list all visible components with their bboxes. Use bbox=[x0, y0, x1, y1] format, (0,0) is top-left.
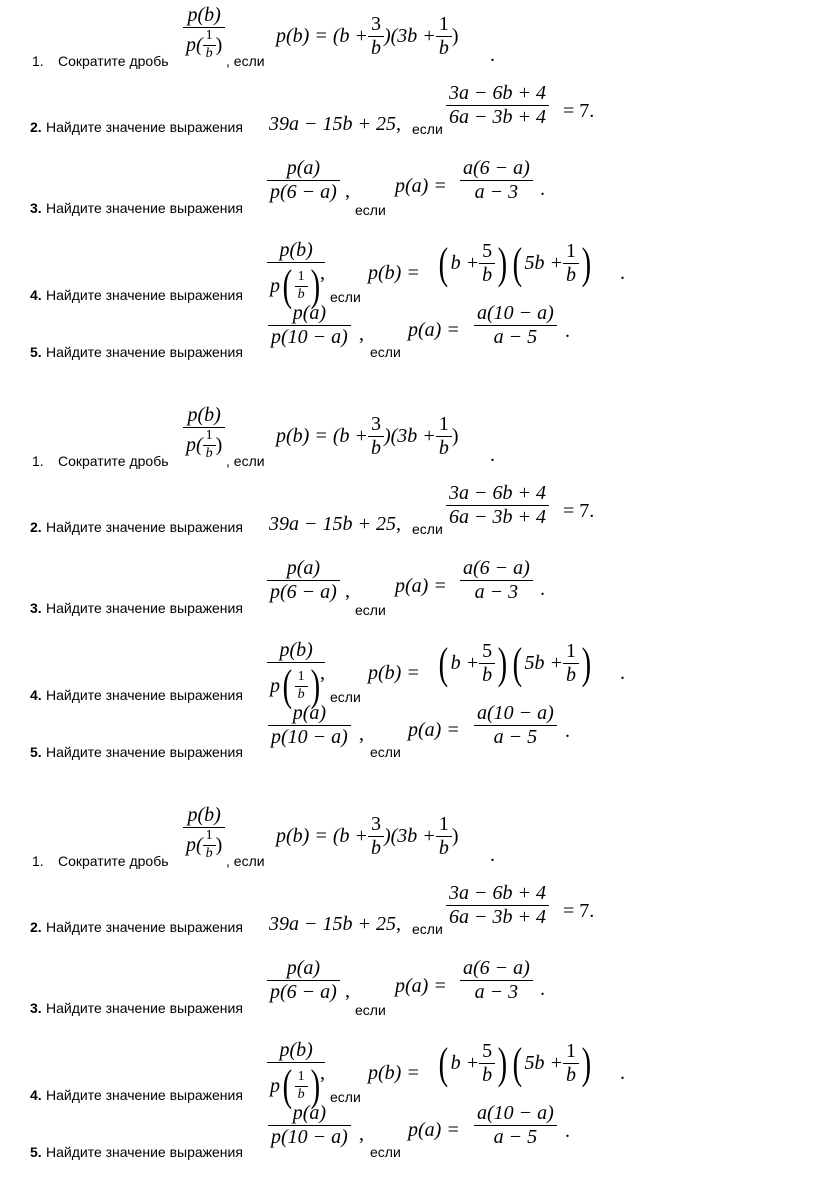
problem-3-rhs: a(6 − a) a − 3 bbox=[460, 558, 533, 603]
problem-2-expression: 39a − 15b + 25, bbox=[269, 513, 401, 535]
problem-5-dot: . bbox=[565, 1120, 570, 1142]
problem-4-comma: , bbox=[320, 262, 325, 284]
problem-5-dot: . bbox=[565, 720, 570, 742]
problem-5-lhs: p(a) = bbox=[408, 719, 460, 741]
problem-2-if: если bbox=[412, 521, 443, 537]
problem-2-fraction: 3a − 6b + 4 6a − 3b + 4 bbox=[446, 83, 549, 128]
problem-4-number: 4. bbox=[30, 687, 42, 703]
problem-1-if: , если bbox=[226, 453, 265, 469]
problem-2-equals: = 7. bbox=[563, 500, 595, 522]
problem-5-text: Найдите значение выражения bbox=[46, 344, 243, 360]
problem-2-text: Найдите значение выражения bbox=[46, 919, 243, 935]
problem-2-expression: 39a − 15b + 25, bbox=[269, 913, 401, 935]
problem-2-text: Найдите значение выражения bbox=[46, 119, 243, 135]
problem-2-if: если bbox=[412, 121, 443, 137]
problem-3-number: 3. bbox=[30, 600, 42, 616]
problem-2-number: 2. bbox=[30, 519, 42, 535]
problem-3-dot: . bbox=[540, 978, 545, 1000]
problem-1-if: , если bbox=[226, 853, 265, 869]
problem-set-2 bbox=[0, 400, 816, 800]
problem-5-if: если bbox=[370, 344, 401, 360]
problem-5-comma: , bbox=[359, 1123, 364, 1145]
problem-5-number: 5. bbox=[30, 1144, 42, 1160]
problem-1-text: Сократите дробь bbox=[58, 53, 169, 69]
problem-1-condition: p(b) = (b + $\frac{3}{b}$ )(3b + $\frac{1}{b}$ ) bbox=[276, 413, 459, 459]
problem-4-fraction: p(b) p ( $\frac{1}{b}$ ) bbox=[267, 240, 325, 308]
problem-2-equals: = 7. bbox=[563, 100, 595, 122]
problem-4-comma: , bbox=[320, 662, 325, 684]
problem-2-equals: = 7. bbox=[563, 900, 595, 922]
problem-3-comma: , bbox=[345, 580, 350, 602]
problem-5-comma: , bbox=[359, 323, 364, 345]
problem-4-dot: . bbox=[620, 1062, 625, 1084]
problem-3-number: 3. bbox=[30, 1000, 42, 1016]
problem-1-dot: . bbox=[490, 844, 495, 866]
problem-5-lhs: p(a) = bbox=[408, 319, 460, 341]
problem-3-comma: , bbox=[345, 980, 350, 1002]
problem-4-text: Найдите значение выражения bbox=[46, 1087, 243, 1103]
problem-1-dot: . bbox=[490, 444, 495, 466]
problem-4-lhs: p(b) = bbox=[368, 1062, 420, 1084]
problem-4-fraction: p(b) p ( $\frac{1}{b}$ ) bbox=[267, 640, 325, 708]
problem-5-if: если bbox=[370, 744, 401, 760]
problem-5-number: 5. bbox=[30, 744, 42, 760]
problem-3-lhs: p(a) = bbox=[395, 175, 447, 197]
problem-3-dot: . bbox=[540, 578, 545, 600]
problem-5-rhs: a(10 − a) a − 5 bbox=[474, 703, 557, 748]
problem-4-lhs: p(b) = bbox=[368, 262, 420, 284]
problem-3-text: Найдите значение выражения bbox=[46, 1000, 243, 1016]
problem-4-number: 4. bbox=[30, 1087, 42, 1103]
problem-4-text: Найдите значение выражения bbox=[46, 287, 243, 303]
problem-5-rhs: a(10 − a) a − 5 bbox=[474, 303, 557, 348]
problem-5-text: Найдите значение выражения bbox=[46, 1144, 243, 1160]
problem-1-text: Сократите дробь bbox=[58, 853, 169, 869]
problem-4-if: если bbox=[330, 289, 361, 305]
problem-3-text: Найдите значение выражения bbox=[46, 200, 243, 216]
problem-2-fraction: 3a − 6b + 4 6a − 3b + 4 bbox=[446, 883, 549, 928]
problem-3-rhs: a(6 − a) a − 3 bbox=[460, 158, 533, 203]
problem-4-lhs: p(b) = bbox=[368, 662, 420, 684]
problem-5-fraction: p(a) p(10 − a) bbox=[268, 303, 351, 348]
problem-5-text: Найдите значение выражения bbox=[46, 744, 243, 760]
problem-2-expression: 39a − 15b + 25, bbox=[269, 113, 401, 135]
problem-5-fraction: p(a) p(10 − a) bbox=[268, 1103, 351, 1148]
problem-4-rhs: ( b + $\frac{5}{b}$ ) ( 5b + $\frac{1}{b}$ ) bbox=[438, 238, 592, 288]
problem-1-number: 1. bbox=[32, 53, 44, 69]
problem-set-1 bbox=[0, 0, 816, 400]
problem-4-dot: . bbox=[620, 262, 625, 284]
problem-3-dot: . bbox=[540, 178, 545, 200]
problem-3-number: 3. bbox=[30, 200, 42, 216]
problem-set-3 bbox=[0, 800, 816, 1200]
problem-1-fraction: p(b) p( $\frac{1}{b}$ ) bbox=[183, 805, 225, 861]
problem-3-if: если bbox=[355, 1002, 386, 1018]
problem-4-number: 4. bbox=[30, 287, 42, 303]
problem-1-number: 1. bbox=[32, 853, 44, 869]
problem-3-lhs: p(a) = bbox=[395, 575, 447, 597]
problem-3-fraction: p(a) p(6 − a) bbox=[267, 558, 340, 603]
problem-1-fraction: p(b) p( $\frac{1}{b}$ ) bbox=[183, 405, 225, 461]
problem-5-comma: , bbox=[359, 723, 364, 745]
problem-4-text: Найдите значение выражения bbox=[46, 687, 243, 703]
problem-2-text: Найдите значение выражения bbox=[46, 519, 243, 535]
problem-2-if: если bbox=[412, 921, 443, 937]
problem-3-rhs: a(6 − a) a − 3 bbox=[460, 958, 533, 1003]
problem-1-condition: p(b) = (b + $\frac{3}{b}$ )(3b + $\frac{1}{b}$ ) bbox=[276, 13, 459, 59]
problem-3-fraction: p(a) p(6 − a) bbox=[267, 158, 340, 203]
problem-2-fraction: 3a − 6b + 4 6a − 3b + 4 bbox=[446, 483, 549, 528]
problem-5-fraction: p(a) p(10 − a) bbox=[268, 703, 351, 748]
problem-1-text: Сократите дробь bbox=[58, 453, 169, 469]
problem-5-number: 5. bbox=[30, 344, 42, 360]
problem-3-if: если bbox=[355, 602, 386, 618]
problem-3-if: если bbox=[355, 202, 386, 218]
problem-4-if: если bbox=[330, 1089, 361, 1105]
problem-3-lhs: p(a) = bbox=[395, 975, 447, 997]
problem-4-rhs: ( b + $\frac{5}{b}$ ) ( 5b + $\frac{1}{b}$ ) bbox=[438, 638, 592, 688]
problem-4-fraction: p(b) p ( $\frac{1}{b}$ ) bbox=[267, 1040, 325, 1108]
problem-4-dot: . bbox=[620, 662, 625, 684]
problem-2-number: 2. bbox=[30, 119, 42, 135]
problem-1-dot: . bbox=[490, 44, 495, 66]
problem-1-fraction: p(b) p( $\frac{1}{b}$ ) bbox=[183, 5, 225, 61]
problem-4-if: если bbox=[330, 689, 361, 705]
problem-5-if: если bbox=[370, 1144, 401, 1160]
problem-5-dot: . bbox=[565, 320, 570, 342]
problem-5-lhs: p(a) = bbox=[408, 1119, 460, 1141]
problem-1-number: 1. bbox=[32, 453, 44, 469]
problem-4-rhs: ( b + $\frac{5}{b}$ ) ( 5b + $\frac{1}{b}$ ) bbox=[438, 1038, 592, 1088]
problem-4-comma: , bbox=[320, 1062, 325, 1084]
problem-3-comma: , bbox=[345, 180, 350, 202]
problem-3-fraction: p(a) p(6 − a) bbox=[267, 958, 340, 1003]
problem-1-condition: p(b) = (b + $\frac{3}{b}$ )(3b + $\frac{1}{b}$ ) bbox=[276, 813, 459, 859]
problem-2-number: 2. bbox=[30, 919, 42, 935]
problem-3-text: Найдите значение выражения bbox=[46, 600, 243, 616]
problem-1-if: , если bbox=[226, 53, 265, 69]
problem-5-rhs: a(10 − a) a − 5 bbox=[474, 1103, 557, 1148]
